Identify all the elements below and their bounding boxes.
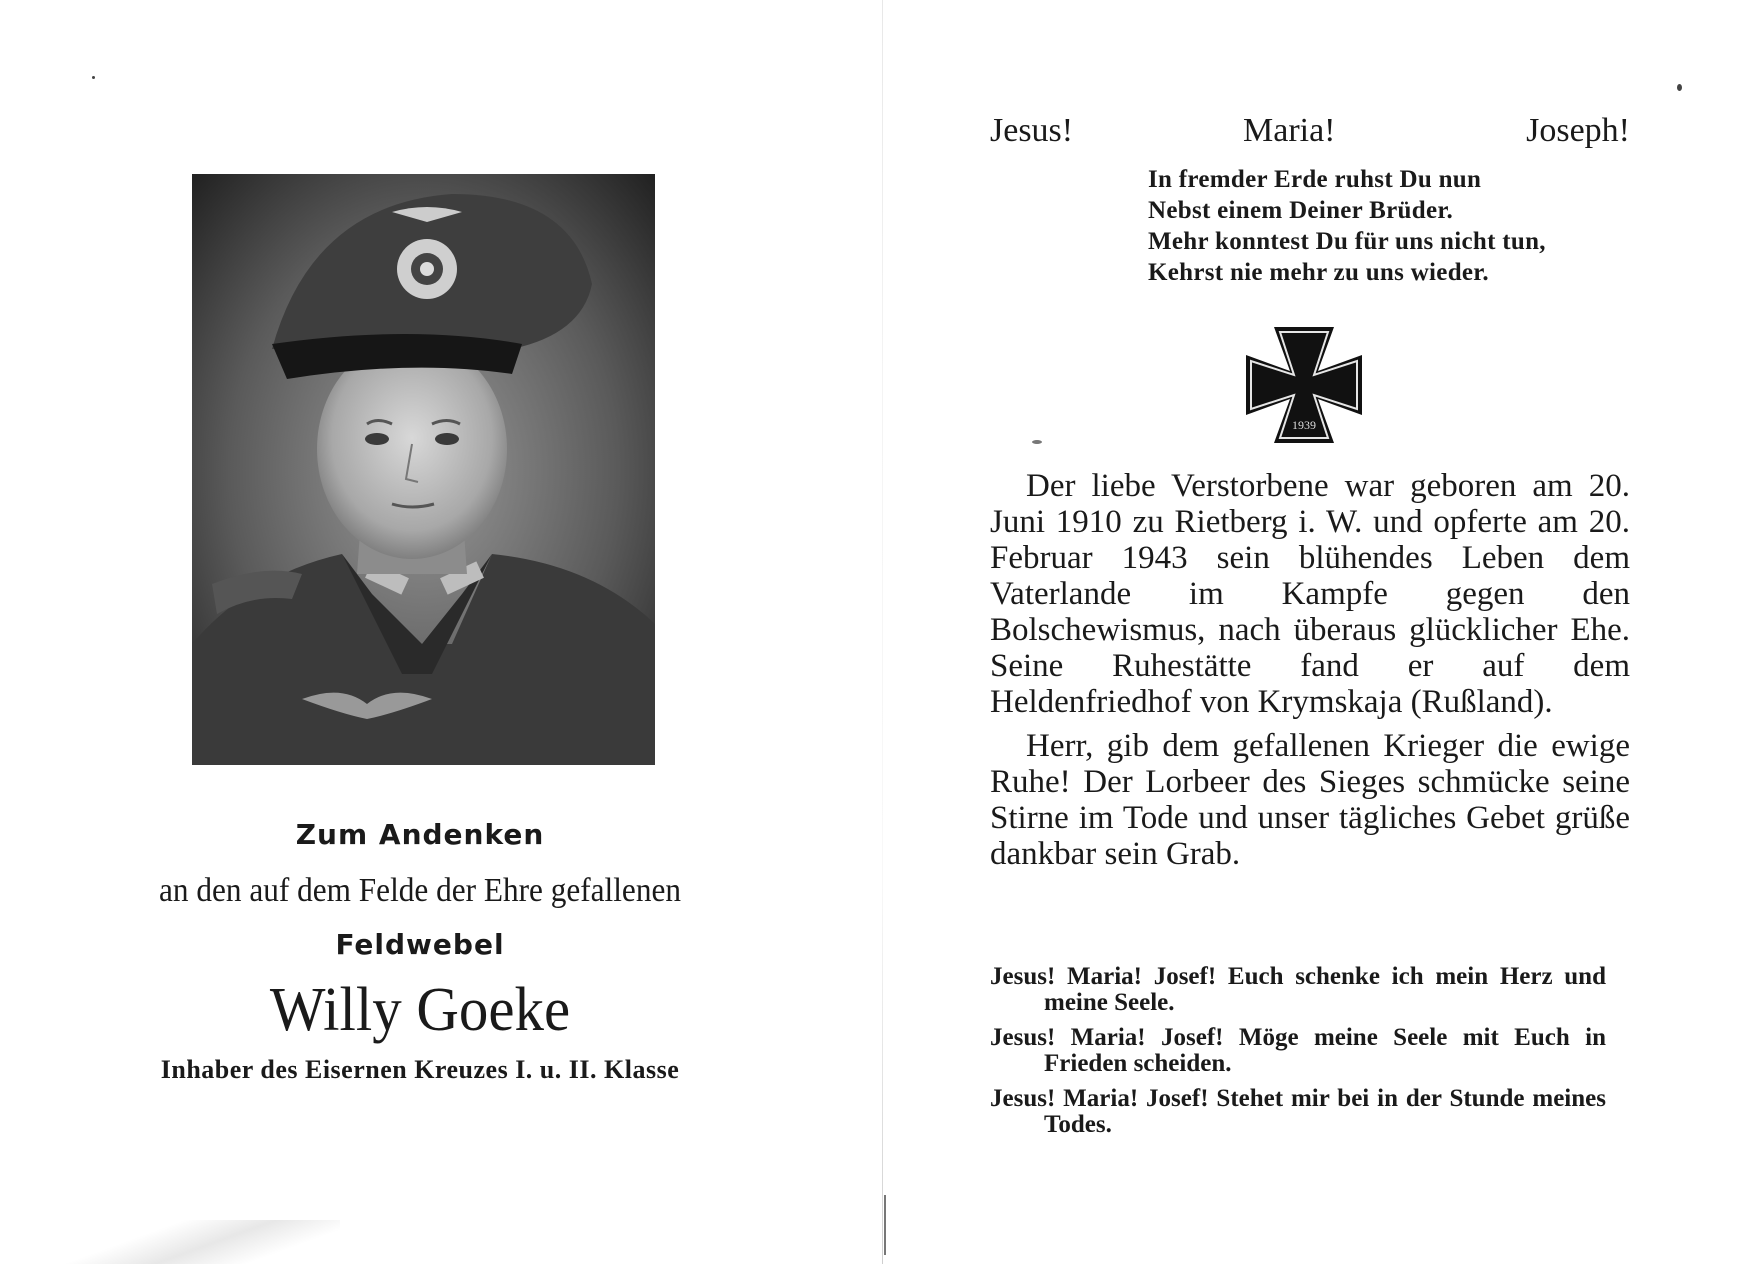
military-rank: Feldwebel (335, 928, 505, 961)
prayer-item: Jesus! Maria! Josef! Stehet mir bei in der Stunde meines Todes. (990, 1085, 1606, 1138)
paper-speck (1032, 440, 1042, 444)
soldier-portrait-illustration (192, 174, 655, 765)
paper-smudge (0, 1220, 340, 1264)
memorial-subtitle: an den auf dem Felde der Ehre gefallenen (159, 872, 681, 909)
prayer-item: Jesus! Maria! Josef! Euch schenke ich mein Herz und meine Seele. (990, 963, 1606, 1016)
paper-speck (92, 76, 95, 79)
prayer-list (990, 964, 1606, 1147)
deceased-name: Willy Goeke (269, 976, 571, 1044)
poem-line: In fremder Erde ruhst Du nun (1148, 166, 1482, 193)
poem-line: Nebst einem Deiner Brüder. (1148, 197, 1453, 224)
portrait-photo (192, 174, 655, 765)
iron-cross-icon (1244, 325, 1364, 445)
card-fold-line (882, 0, 883, 1264)
paper-speck (1677, 84, 1682, 91)
header-word-maria: Maria! (1243, 112, 1336, 149)
obituary-paragraph: Der liebe Verstorbene war geboren am 20. Juni 1910 zu Rietberg i. W. und opferte am 20. Februar 1943 sein blühendes Leben dem Vaterlande im Kampfe gegen den Bolschewismus, nach überaus glücklicher Ehe. Seine Ruhestätte fand er auf dem Heldenfriedhof von Krymskaja (Rußland). (990, 468, 1630, 720)
obituary-text (990, 468, 1630, 880)
memorial-title: Zum Andenken (295, 818, 545, 851)
obituary-paragraph: Herr, gib dem gefallenen Krieger die ewige Ruhe! Der Lorbeer des Sieges schmücke seine Stirne im Tode und unser tägliches Gebet grüße dankbar sein Grab. (990, 728, 1630, 872)
header-word-joseph: Joseph! (1526, 112, 1630, 149)
decoration-line: Inhaber des Eisernen Kreuzes I. u. II. Klasse (160, 1055, 680, 1084)
cross-year: 1939 (1292, 418, 1316, 432)
poem (1148, 164, 1546, 288)
poem-line: Kehrst nie mehr zu uns wieder. (1148, 259, 1489, 286)
fold-crease-mark (884, 1195, 886, 1255)
invocation-header (990, 112, 1630, 156)
poem-line: Mehr konntest Du für uns nicht tun, (1148, 228, 1546, 255)
prayer-item: Jesus! Maria! Josef! Möge meine Seele mit Euch in Frieden scheiden. (990, 1024, 1606, 1077)
header-word-jesus: Jesus! (990, 112, 1074, 149)
